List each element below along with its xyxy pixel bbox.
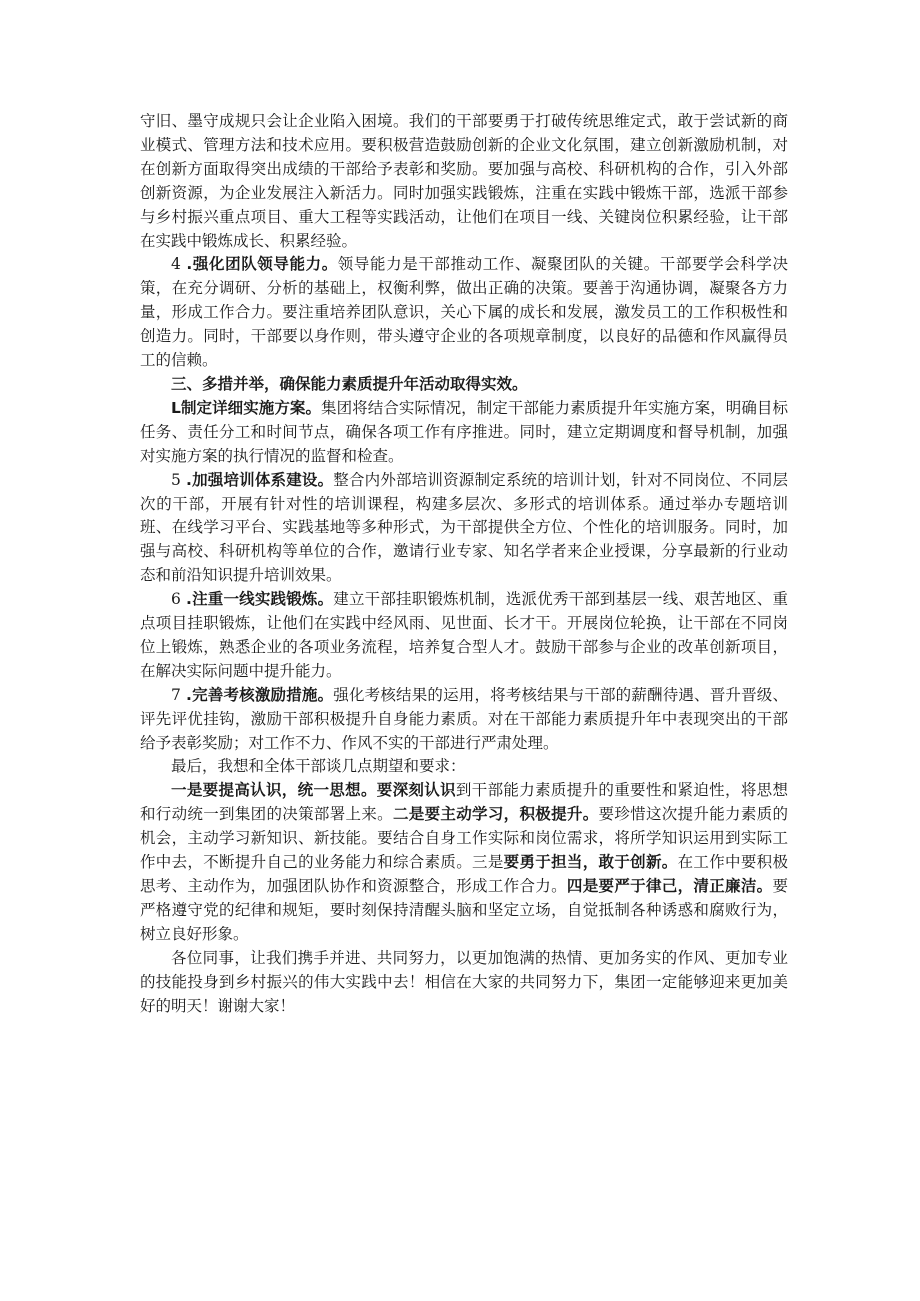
paragraph-expectations (140, 779, 788, 946)
item-body: 集团将结合实际情况，制定干部能力素质提升年实施方案，明确目标任务、责任分工和时间节点，确保各项工作有序推进。同时，建立定期调度和督导机制，加强对实施方案的执行情况的监督和检查。 (140, 398, 788, 465)
paragraph-expectations-intro: 最后，我想和全体干部谈几点期望和要求： (171, 757, 466, 776)
text-phrase: 在工作中要积极思考、主动作为，加强团队协作和资源整合，形成工作合力。 (140, 853, 788, 895)
item-body: 领导能力是干部推动工作、凝聚团队的关键。干部要学会科学决策，在充分调研、分析的基础上，权衡利弊，做出正确的决策。要善于沟通协调，凝聚各方力量，形成工作合力。要注重培养团队意识，关心下属的成长和发展，激发员工的工作积极性和创造力。同时，干部要以身作则，带头遵守企业的各项规章制度，以良好的品德和作风赢得员工的信赖。 (140, 255, 788, 370)
paragraph-implementation-plan (140, 397, 788, 469)
paragraph-frontline-practice (140, 588, 788, 684)
paragraph-closing: 各位同事，让我们携手并进、共同努力，以更加饱满的热情、更加务实的作风、更加专业的技能投身到乡村振兴的伟大实践中去！相信在大家的共同努力下，集团一定能够迎来更加美好的明天！谢谢大家！ (140, 948, 788, 1015)
document-page (140, 110, 788, 1018)
item-number: 7 (171, 685, 181, 704)
paragraph-assessment-incentive (140, 684, 788, 756)
item-body: 建立干部挂职锻炼机制，选派优秀干部到基层一线、艰苦地区、重点项目挂职锻炼，让他们在实践中经风雨、见世面、长才干。开展岗位轮换，让干部在不同岗位上锻炼，熟悉企业的各项业务流程，培养复合型人才。鼓励干部参与企业的改革创新项目，在解决实际问题中提升能力。 (140, 590, 788, 680)
paragraph-training-system (140, 469, 788, 589)
item-title: L制定详细实施方案。 (171, 398, 322, 417)
text-phrase: 要严格遵守党的纪律和规矩，要时刻保持清醒头脑和坚定立场，自觉抵制各种诱惑和腐败行为，树立良好形象。 (140, 877, 788, 943)
bold-phrase: 二是要主动学习，积极提升。 (392, 805, 599, 824)
paragraph-innovation: 守旧、墨守成规只会让企业陷入困境。我们的干部要勇于打破传统思维定式，敢于尝试新的商业模式、管理方法和技术应用。要积极营造鼓励创新的企业文化氛围，建立创新激励机制，对在创新方面取得突出成绩的干部给予表彰和奖励。要加强与高校、科研机构的合作，引入外部创新资源，为企业发展注入新活力。同时加强实践锻炼，注重在实践中锻炼干部，选派干部参与乡村振兴重点项目、重大工程等实践活动，让他们在项目一线、关键岗位积累经验，让干部在实践中锻炼成长、积累经验。 (140, 112, 788, 250)
item-title: .完善考核激励措施。 (186, 685, 334, 704)
item-title: .注重一线实践锻炼。 (186, 590, 334, 609)
item-body: 强化考核结果的运用，将考核结果与干部的薪酬待遇、晋升晋级、评先评优挂钩，激励干部积极提升自身能力素质。对在干部能力素质提升年中表现突出的干部给予表彰奖励；对工作不力、作风不实的干部进行严肃处理。 (140, 685, 788, 752)
item-number: 5 (171, 470, 181, 489)
item-number: 6 (171, 590, 181, 609)
bold-phrase: 一是要提高认识，统一思想。要深刻认识 (171, 781, 456, 800)
text-phrase: 到干部能力素质提升的重要性和紧迫性，将思想和行动统一到集团的决策部署上来。 (140, 781, 788, 824)
bold-phrase: 四是要严于律己，清正廉洁。 (566, 877, 773, 895)
item-title: .加强培训体系建设。 (186, 470, 334, 489)
item-title: .强化团队领导能力。 (186, 255, 338, 274)
item-number: 4 (171, 255, 181, 274)
text-phrase: 要珍惜这次提升能力素质的机会，主动学习新知识、新技能。要结合自身工作实际和岗位需求，将所学知识运用到实际工作中去，不断提升自己的业务能力和综合素质。三是 (140, 805, 788, 872)
bold-phrase: 要勇于担当，敢于创新。 (503, 853, 678, 872)
section-heading-3: 三、多措并举，确保能力素质提升年活动取得实效。 (171, 374, 528, 393)
item-body: 整合内外部培训资源制定系统的培训计划，针对不同岗位、不同层次的干部，开展有针对性的培训课程，构建多层次、多形式的培训体系。通过举办专题培训班、在线学习平台、实践基地等多种形式，为干部提供全方位、个性化的培训服务。同时，加强与高校、科研机构等单位的合作，邀请行业专家、知名学者来企业授课，分享最新的行业动态和前沿知识提升培训效果。 (140, 470, 788, 585)
paragraph-team-leadership (140, 253, 788, 373)
